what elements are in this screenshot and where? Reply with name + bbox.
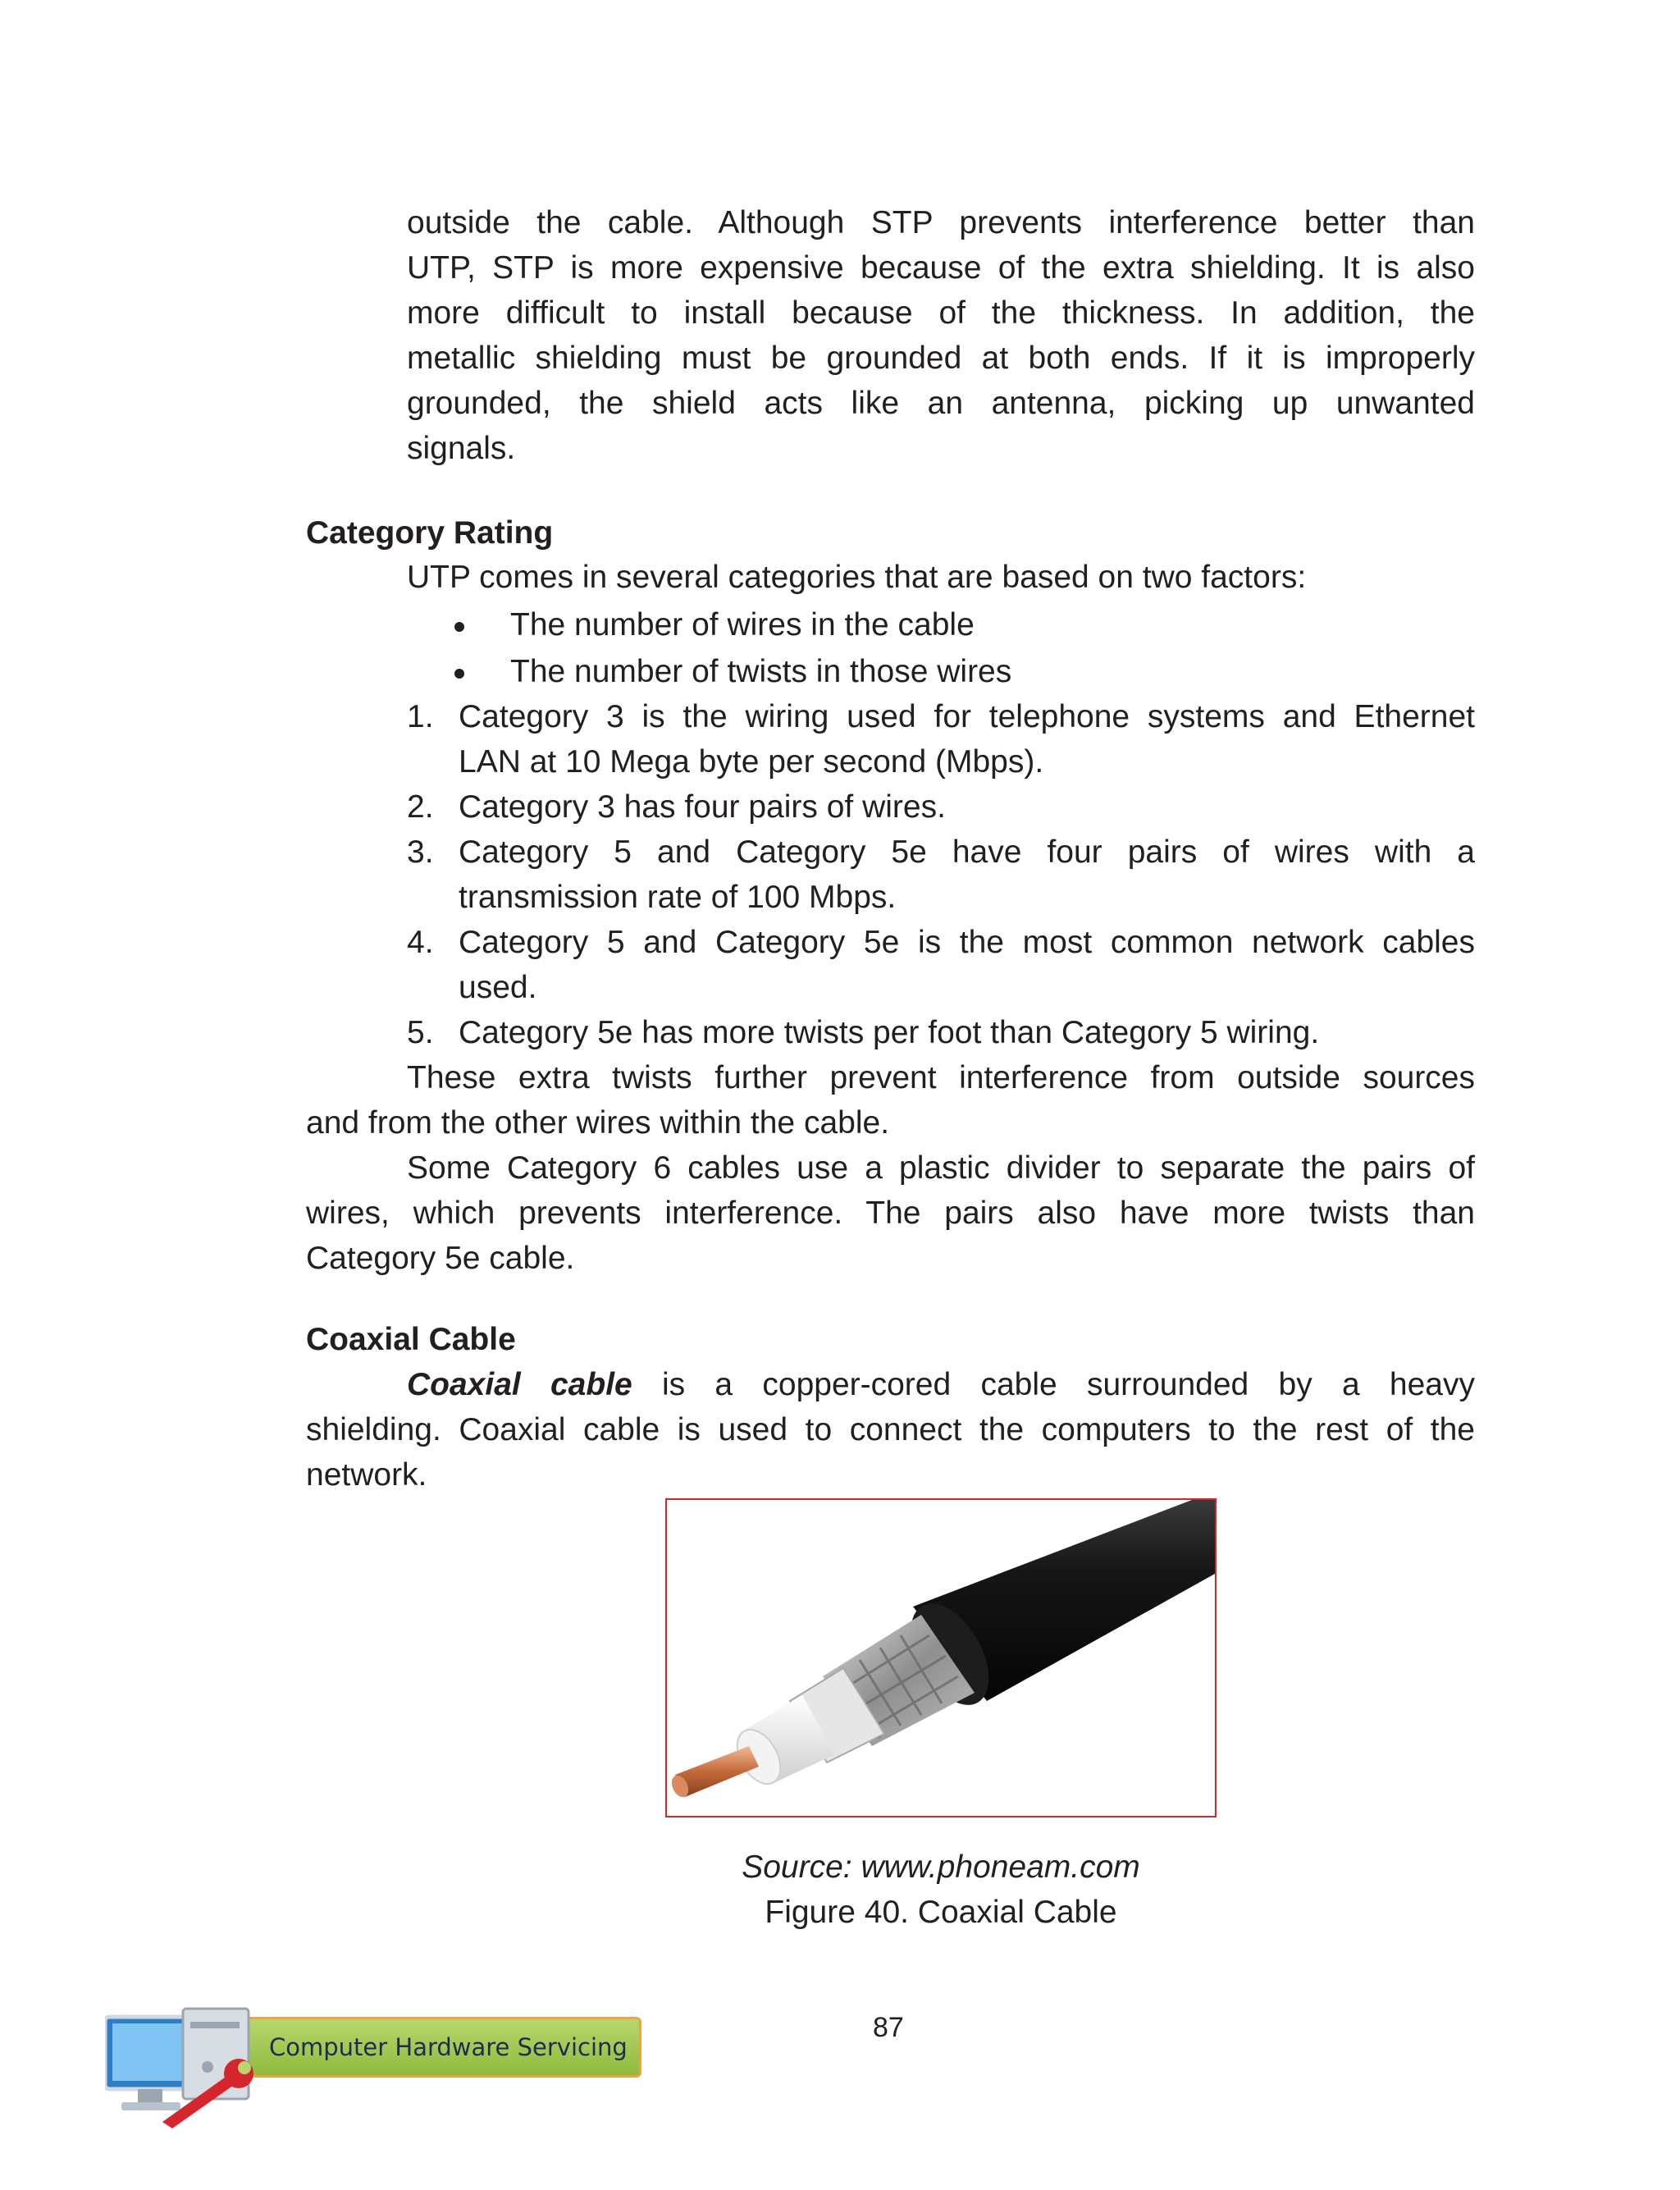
item-line: used. — [459, 970, 537, 1005]
intro-line: outside the cable. Although STP prevents interference better than — [407, 205, 1475, 240]
list-item-text: The number of wires in the cable — [510, 607, 975, 642]
paragraph-line: These extra twists further prevent interference from outside sources — [407, 1060, 1475, 1095]
item-number: 2. — [407, 789, 434, 825]
intro-line: signals. — [407, 431, 516, 466]
numbered-item-5 — [407, 1010, 1475, 1055]
paragraph-text: is a copper-cored cable surrounded by a heavy — [632, 1367, 1475, 1402]
page-number: 87 — [873, 2012, 904, 2043]
factor-list — [407, 602, 1475, 696]
coaxial-cable-illustration — [667, 1500, 1215, 1816]
paragraph-line: Some Category 6 cables use a plastic divider to separate the pairs of — [407, 1150, 1475, 1186]
item-number: 5. — [407, 1015, 434, 1050]
item-number: 1. — [407, 699, 434, 734]
item-line: transmission rate of 100 Mbps. — [459, 880, 897, 915]
intro-line: grounded, the shield acts like an antenna, picking up unwanted — [407, 386, 1475, 421]
paragraph-line: and from the other wires within the cable. — [306, 1105, 890, 1141]
coaxial-cable-image — [665, 1498, 1217, 1817]
list-item-text: The number of twists in those wires — [510, 654, 1012, 689]
numbered-item-3 — [407, 830, 1475, 920]
list-item — [407, 649, 1475, 696]
item-line: Category 5 and Category 5e is the most common network cables — [459, 925, 1475, 960]
item-line: Category 3 has four pairs of wires. — [459, 789, 946, 825]
paragraph-line: wires, which prevents interference. The pairs also have more twists than — [306, 1196, 1475, 1231]
intro-line: more difficult to install because of the thickness. In addition, the — [407, 295, 1475, 331]
list-item — [407, 602, 1475, 649]
twists-paragraph — [306, 1055, 1475, 1145]
paragraph-line: shielding. Coaxial cable is used to connect the computers to the rest of the — [306, 1412, 1475, 1447]
intro-paragraph — [407, 200, 1475, 471]
paragraph-line: network. — [306, 1457, 427, 1493]
term-coaxial-cable: Coaxial cable — [407, 1367, 632, 1402]
item-number: 3. — [407, 834, 434, 870]
item-line: Category 5 and Category 5e have four pairs of wires with a — [459, 834, 1475, 870]
paragraph-line: Category 5e cable. — [306, 1241, 575, 1276]
item-line: LAN at 10 Mega byte per second (Mbps). — [459, 744, 1044, 780]
category6-paragraph — [306, 1145, 1475, 1281]
category-intro: UTP comes in several categories that are based on two factors: — [407, 560, 1307, 595]
category-rating-heading: Category Rating — [306, 515, 554, 551]
coaxial-paragraph — [306, 1362, 1475, 1497]
figure-source: Source: www.phoneam.com — [742, 1849, 1140, 1885]
coaxial-cable-heading: Coaxial Cable — [306, 1322, 516, 1357]
figure-caption: Figure 40. Coaxial Cable — [765, 1895, 1117, 1930]
intro-line: UTP, STP is more expensive because of the extra shielding. It is also — [407, 250, 1475, 286]
bullet-icon — [454, 622, 464, 632]
paragraph-line — [306, 1362, 1475, 1407]
numbered-item-1 — [407, 694, 1475, 784]
bullet-icon — [454, 669, 464, 679]
intro-line: metallic shielding must be grounded at both ends. If it is improperly — [407, 341, 1475, 376]
footer-label: Computer Hardware Servicing — [269, 2033, 628, 2061]
item-number: 4. — [407, 925, 434, 960]
numbered-item-2 — [407, 784, 1475, 830]
numbered-item-4 — [407, 920, 1475, 1010]
item-line: Category 3 is the wiring used for telephone systems and Ethernet — [459, 699, 1475, 734]
item-line: Category 5e has more twists per foot than Category 5 wiring. — [459, 1015, 1320, 1050]
